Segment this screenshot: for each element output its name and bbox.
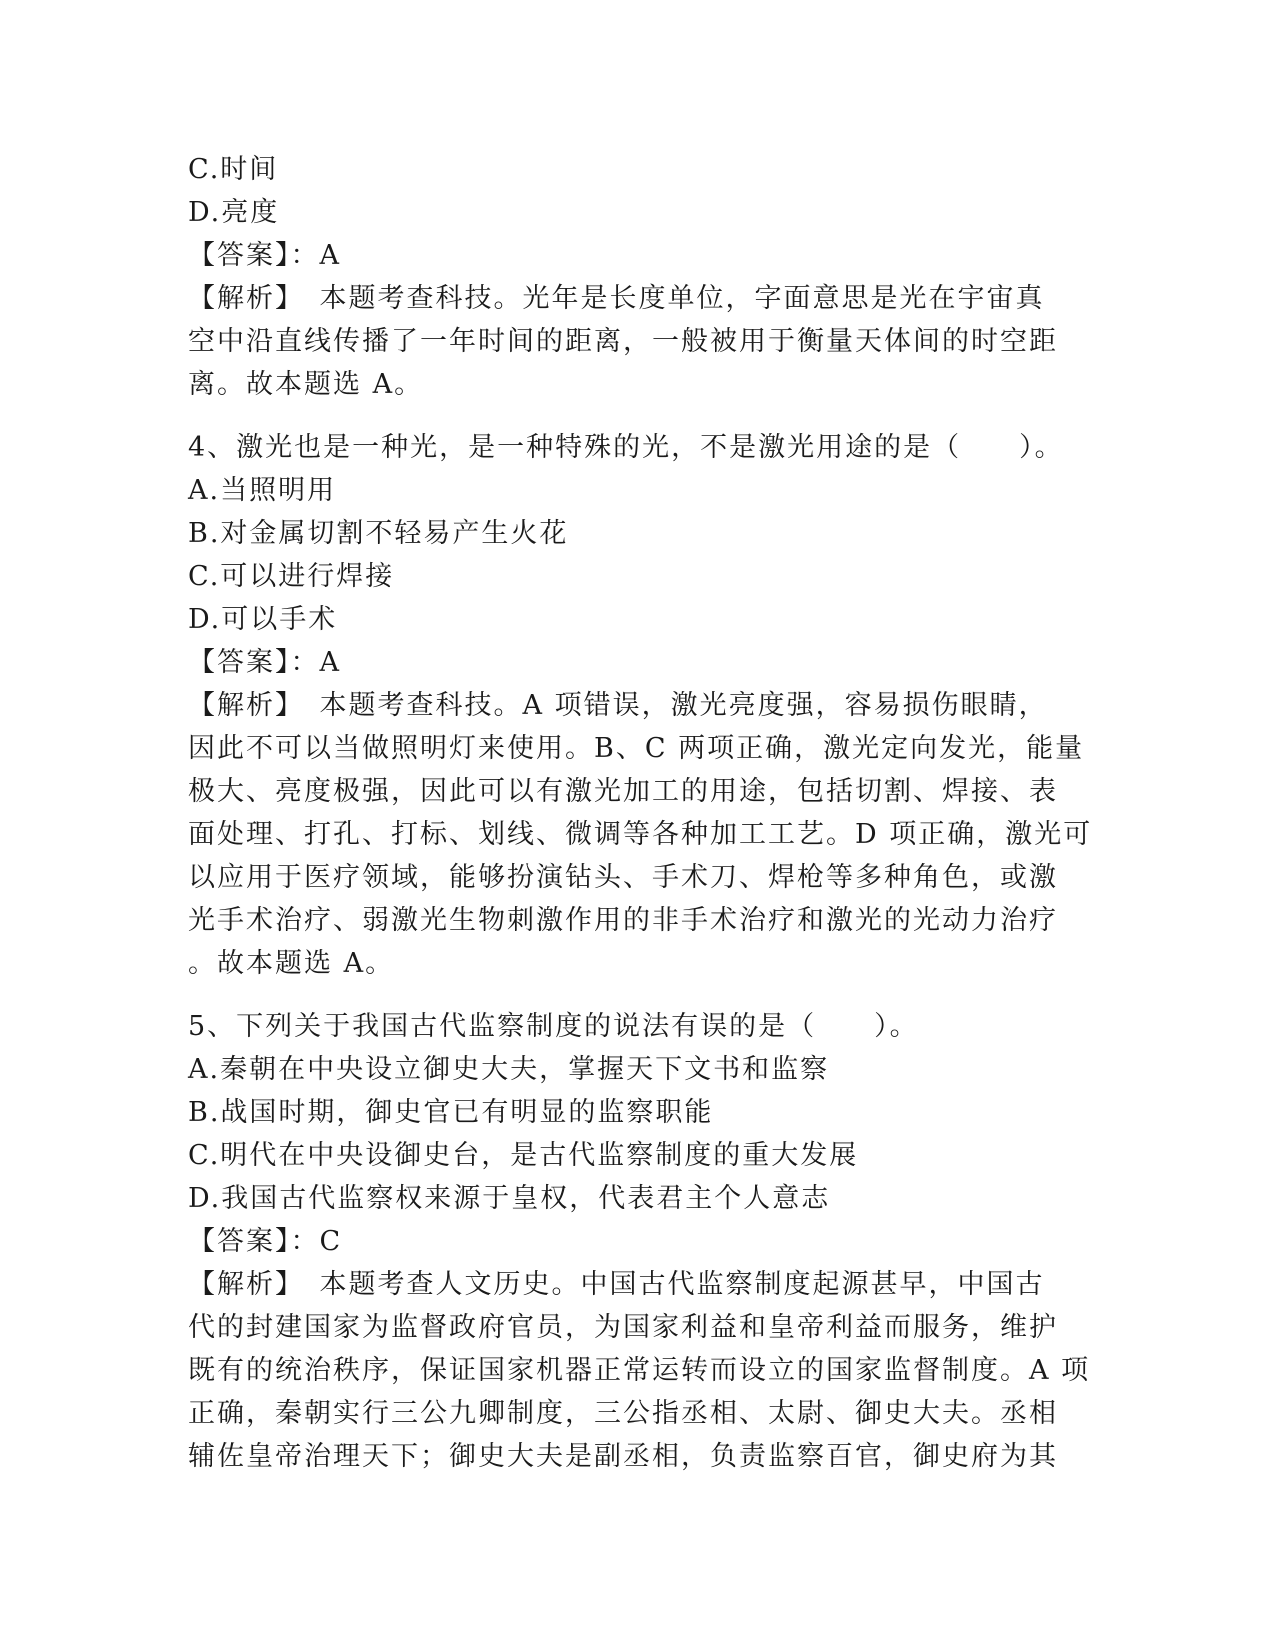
q4-analysis-line: 【解析】 本题考查科技。A 项错误，激光亮度强，容易损伤眼睛， bbox=[188, 690, 1048, 721]
document-page bbox=[188, 148, 1093, 1478]
q5-option-b: B.战国时期，御史官已有明显的监察职能 bbox=[188, 1097, 714, 1128]
q4-option-b: B.对金属切割不轻易产生火花 bbox=[188, 518, 569, 549]
question-4 bbox=[188, 426, 1093, 985]
q3-option-c: C.时间 bbox=[188, 154, 279, 185]
q5-option-a: A.秦朝在中央设立御史大夫，掌握天下文书和监察 bbox=[188, 1054, 830, 1085]
q5-analysis-line: 正确，秦朝实行三公九卿制度，三公指丞相、太尉、御史大夫。丞相 bbox=[188, 1398, 1058, 1429]
q5-answer: 【答案】：C bbox=[188, 1226, 343, 1257]
q4-option-c: C.可以进行焊接 bbox=[188, 561, 395, 592]
q5-option-c: C.明代在中央设御史台，是古代监察制度的重大发展 bbox=[188, 1140, 859, 1171]
q4-analysis-line: 极大、亮度极强，因此可以有激光加工的用途，包括切割、焊接、表 bbox=[188, 776, 1058, 807]
q3-option-d: D.亮度 bbox=[188, 197, 280, 228]
q5-analysis-line: 【解析】 本题考查人文历史。中国古代监察制度起源甚早，中国古 bbox=[188, 1269, 1045, 1300]
q4-option-d: D.可以手术 bbox=[188, 604, 338, 635]
q4-analysis-line: 光手术治疗、弱激光生物刺激作用的非手术治疗和激光的光动力治疗 bbox=[188, 905, 1058, 936]
q4-analysis-line: 面处理、打孔、打标、划线、微调等各种加工工艺。D 项正确，激光可 bbox=[188, 819, 1093, 850]
question-5 bbox=[188, 1005, 1091, 1478]
q3-answer: 【答案】：A bbox=[188, 240, 341, 271]
question-3-tail bbox=[188, 148, 1088, 406]
q3-analysis-line: 空中沿直线传播了一年时间的距离，一般被用于衡量天体间的时空距 bbox=[188, 326, 1058, 357]
q4-question: 4、激光也是一种光，是一种特殊的光，不是激光用途的是（ ）。 bbox=[188, 432, 1064, 463]
q5-option-d: D.我国古代监察权来源于皇权，代表君主个人意志 bbox=[188, 1183, 831, 1214]
q5-analysis-line: 代的封建国家为监督政府官员，为国家利益和皇帝利益而服务，维护 bbox=[188, 1312, 1058, 1343]
q4-analysis-line: 以应用于医疗领域，能够扮演钻头、手术刀、焊枪等多种角色，或激 bbox=[188, 862, 1058, 893]
q5-question: 5、下列关于我国古代监察制度的说法有误的是（ ）。 bbox=[188, 1011, 919, 1042]
q4-answer: 【答案】：A bbox=[188, 647, 341, 678]
q3-analysis-line: 【解析】 本题考查科技。光年是长度单位，字面意思是光在宇宙真 bbox=[188, 283, 1045, 314]
q5-analysis-line: 辅佐皇帝治理天下；御史大夫是副丞相，负责监察百官，御史府为其 bbox=[188, 1441, 1058, 1472]
q5-analysis-line: 既有的统治秩序，保证国家机器正常运转而设立的国家监督制度。A 项 bbox=[188, 1355, 1091, 1386]
q4-option-a: A.当照明用 bbox=[188, 475, 337, 506]
q3-analysis-line: 离。故本题选 A。 bbox=[188, 369, 424, 400]
q4-analysis-line: 。故本题选 A。 bbox=[188, 948, 395, 979]
q4-analysis-line: 因此不可以当做照明灯来使用。B、C 两项正确，激光定向发光，能量 bbox=[188, 733, 1085, 764]
